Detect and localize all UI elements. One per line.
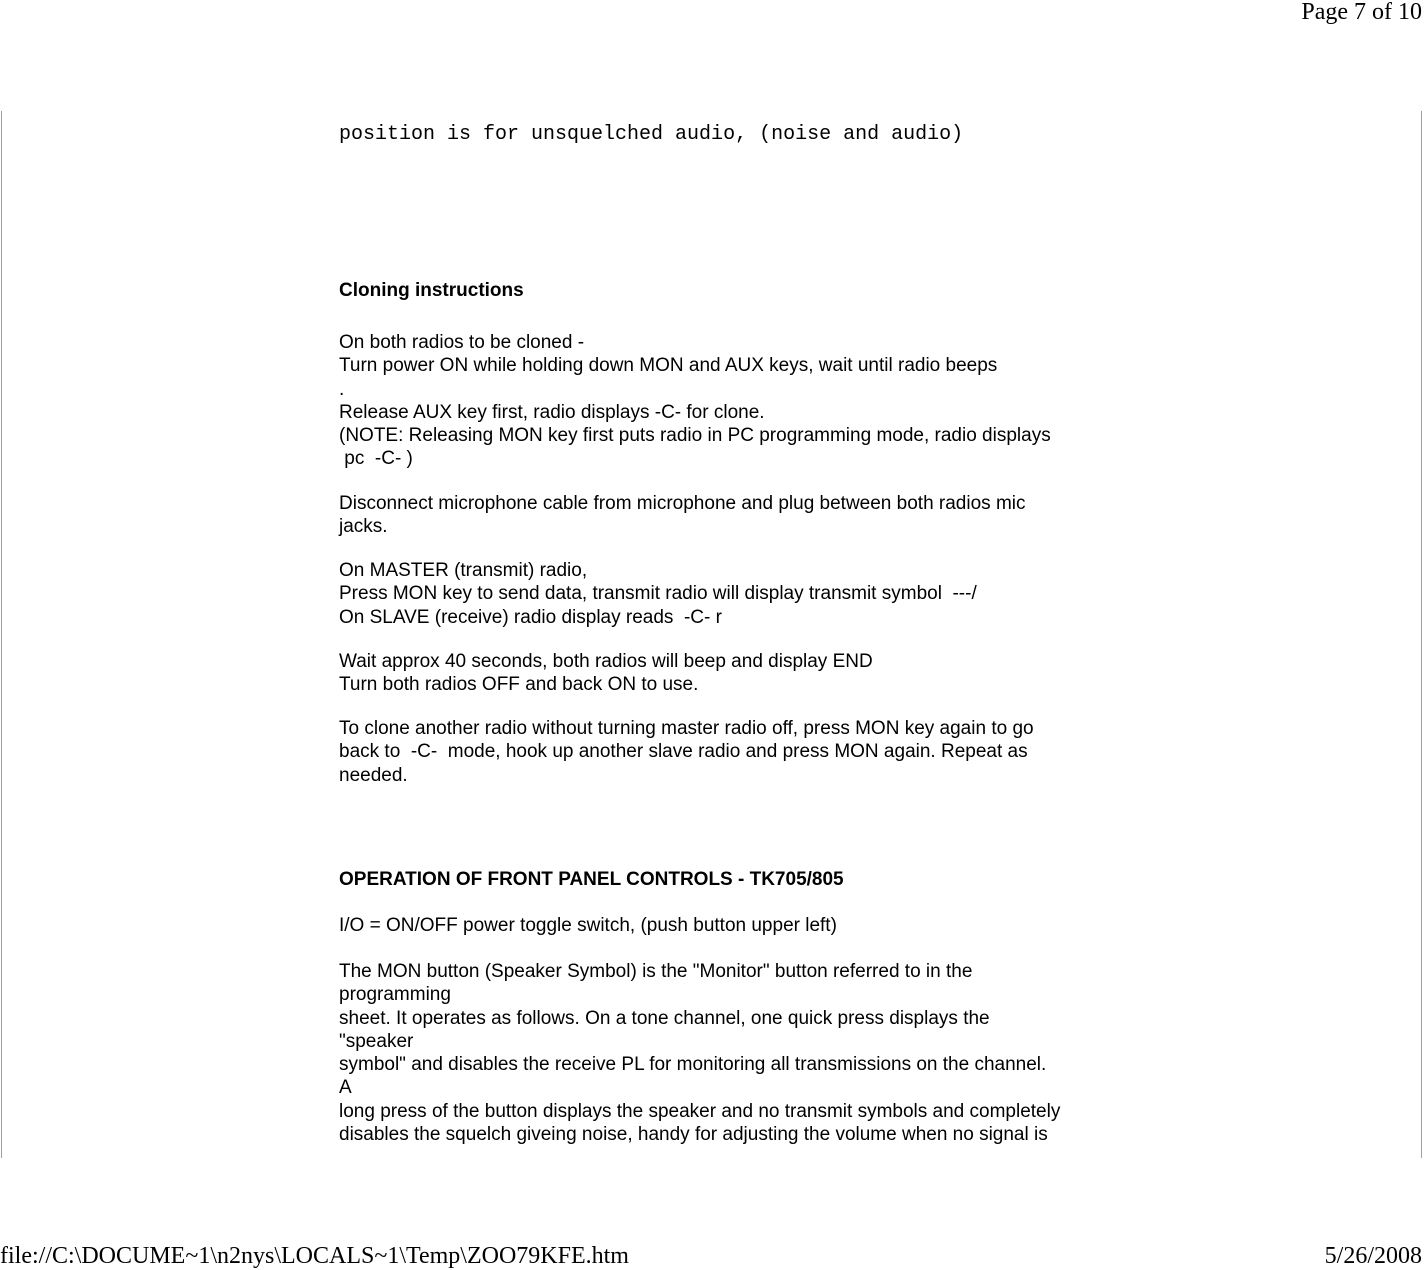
cloning-paragraph-4 [339,650,873,697]
text-line: Turn power ON while holding down MON and AUX keys, wait until radio beeps [339,355,998,377]
text-line: On both radios to be cloned - [339,332,585,353]
text-line: Disconnect microphone cable from microphone and plug between both radios mic [339,493,1026,514]
text-line: On MASTER (transmit) radio, [339,560,588,581]
text-line: On SLAVE (receive) radio display reads -C- r [339,606,722,628]
text-line: To clone another radio without turning master radio off, press MON key again to go [339,718,1034,739]
text-line: (NOTE: Releasing MON key first puts radio in PC programming mode, radio displays [339,425,1051,447]
text-line: needed. [339,764,408,786]
text-line: The MON button (Speaker Symbol) is the "Monitor" button referred to in the [339,961,973,982]
cloning-paragraph-3 [339,559,977,629]
text-line: sheet. It operates as follows. On a tone channel, one quick press displays the [339,1007,990,1029]
document-frame [1,111,1422,1158]
text-line: pc -C- ) [339,448,413,470]
operation-heading: OPERATION OF FRONT PANEL CONTROLS - TK705/805 [339,869,844,890]
page-number-header: Page 7 of 10 [1301,0,1422,25]
file-path-footer: file://C:\DOCUME~1\n2nys\LOCALS~1\Temp\ZOO79KFE.htm [0,1243,629,1269]
text-line: . [339,378,345,400]
cloning-paragraph-5 [339,717,1034,787]
text-line: jacks. [339,516,388,538]
text-line: disables the squelch giveing noise, handy for adjusting the volume when no signal is [339,1124,1048,1146]
text-line: programming [339,984,451,1006]
text-line: Release AUX key first, radio displays -C- for clone. [339,401,765,423]
text-line: "speaker [339,1030,414,1052]
intro-line: position is for unsquelched audio, (noise and audio) [339,123,964,146]
cloning-heading: Cloning instructions [339,280,524,301]
operation-paragraph-1 [339,914,837,937]
text-line: I/O = ON/OFF power toggle switch, (push button upper left) [339,915,837,936]
text-line: Wait approx 40 seconds, both radios will beep and display END [339,651,873,672]
text-line: Press MON key to send data, transmit radio will display transmit symbol ---/ [339,583,977,605]
text-line: back to -C- mode, hook up another slave radio and press MON again. Repeat as [339,741,1028,763]
text-line: long press of the button displays the speaker and no transmit symbols and completely [339,1100,1061,1122]
text-line: Turn both radios OFF and back ON to use. [339,674,699,696]
cloning-paragraph-2 [339,492,1026,539]
text-line: A [339,1077,352,1099]
text-line: symbol" and disables the receive PL for monitoring all transmissions on the channel. [339,1054,1047,1076]
cloning-paragraph-1 [339,331,1051,471]
operation-paragraph-2 [339,960,1060,1146]
date-footer: 5/26/2008 [1324,1243,1422,1269]
